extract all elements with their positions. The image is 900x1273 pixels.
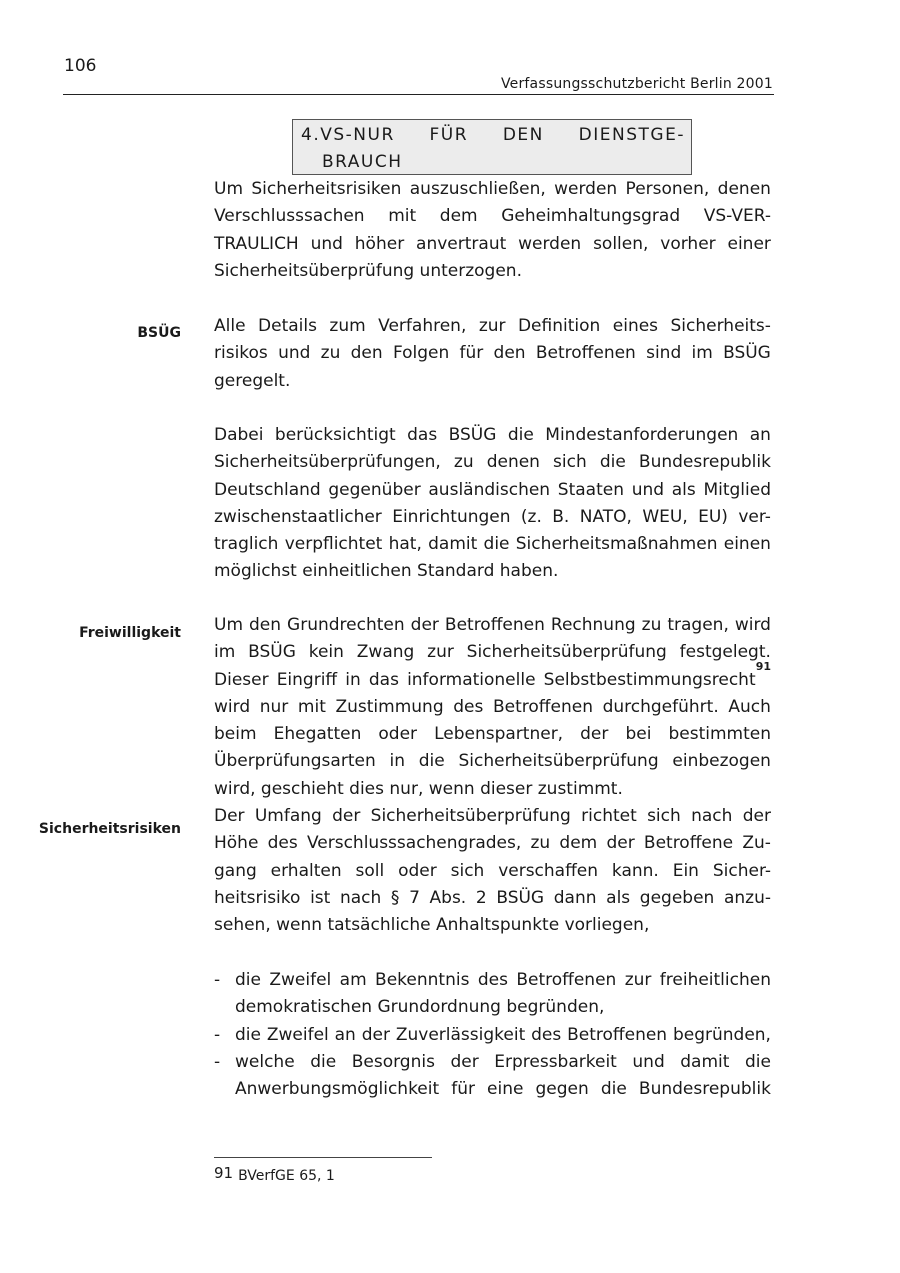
word: im: [214, 642, 236, 663]
paragraph-mindestanforderungen: [214, 422, 771, 586]
bullet-dash: -: [214, 1024, 221, 1045]
text-line: [214, 803, 771, 830]
text-line: [214, 313, 771, 340]
word: einen: [723, 534, 771, 555]
bullet-dash: -: [214, 1051, 221, 1072]
word: auszuschließen,: [409, 179, 546, 199]
word: zur: [624, 970, 652, 990]
word: heitsrisiko: [214, 887, 301, 908]
word: zu: [320, 343, 341, 364]
section-heading-line-1: [301, 122, 685, 149]
word: einer: [727, 233, 771, 254]
margin-label-sicherheitsrisiken: Sicherheitsrisiken: [38, 821, 181, 837]
word: EU): [698, 506, 728, 527]
word: einbezogen: [672, 751, 771, 772]
word: Betroffenen: [516, 970, 617, 990]
word: die: [744, 1051, 771, 1072]
text-line: [214, 694, 771, 721]
word: §: [390, 887, 400, 908]
word: eine: [487, 1079, 524, 1100]
word: Deutschland: [214, 479, 321, 500]
word: 2: [475, 887, 487, 908]
word: sich: [647, 806, 681, 826]
word: B.: [552, 506, 570, 527]
word: zwischenstaatlicher: [214, 506, 382, 527]
word: Zustimmung: [335, 696, 444, 717]
word: Bekenntnis: [375, 970, 470, 990]
text-line: [235, 967, 771, 994]
word: Der: [214, 806, 245, 826]
word: gegen: [535, 1079, 589, 1100]
word: Rechnung: [550, 615, 636, 635]
word: verpflichtet: [284, 534, 383, 555]
text-line: demokratischen Grundordnung begründen,: [235, 997, 605, 1018]
word: risikos: [214, 343, 268, 364]
word: Folgen: [392, 343, 450, 364]
word: traglich: [214, 534, 279, 555]
list-item: [214, 1049, 771, 1104]
word: und: [631, 479, 665, 500]
text-line-words: [214, 667, 756, 694]
word: zur: [478, 316, 506, 336]
word: Betroffenen: [535, 343, 636, 364]
word: Geheimhaltungsgrad: [501, 206, 681, 227]
word: Mitglied: [703, 479, 771, 500]
word: in: [345, 669, 361, 690]
word: der: [450, 1051, 479, 1072]
word: an: [334, 1024, 356, 1045]
word: nach: [691, 806, 733, 826]
word: Verschlusssachengrades,: [306, 833, 522, 854]
word: bestimmten: [668, 724, 771, 745]
word: sollen,: [593, 233, 649, 254]
word: zur: [427, 642, 454, 663]
section-number: 4.: [301, 125, 321, 145]
word: Definition: [517, 316, 601, 336]
word: begründen,: [672, 1024, 771, 1045]
word: des: [453, 696, 484, 717]
word: Umfang: [254, 806, 322, 826]
word: kein: [308, 642, 344, 663]
footnote-text: BVerfGE 65, 1: [238, 1168, 335, 1184]
word: Ein: [672, 860, 699, 881]
word: als: [671, 479, 696, 500]
margin-label-bsueg: BSÜG: [137, 325, 181, 341]
text-line: wird, geschieht dies nur, wenn dieser zustimmt.: [214, 778, 623, 799]
word: im: [691, 343, 713, 364]
text-line: [214, 477, 771, 504]
word: gegenüber: [328, 479, 421, 500]
text-line: möglichst einheitlichen Standard haben.: [214, 561, 559, 582]
header-rule: [63, 94, 774, 95]
word: kann.: [611, 860, 659, 881]
text-line: [214, 504, 771, 531]
text-line: [214, 885, 771, 912]
word: und: [632, 1051, 665, 1072]
word: welche: [235, 1051, 295, 1072]
text-line: [214, 203, 771, 230]
text-line: [214, 721, 771, 748]
word: festgelegt.: [679, 642, 771, 663]
word: der: [606, 833, 635, 854]
text-line: geregelt.: [214, 370, 291, 391]
word: Anwerbungsmöglichkeit: [235, 1079, 440, 1100]
text-line: [235, 1049, 771, 1076]
list-item: [214, 1022, 771, 1049]
section-title-word-1: VS-NUR: [320, 125, 395, 145]
section-title-word-3: DEN: [502, 125, 544, 145]
word: die: [483, 534, 510, 555]
footnote-number: 91: [214, 1164, 234, 1182]
word: als: [606, 887, 631, 908]
word: Betroffenen: [567, 1024, 668, 1045]
word: Auch: [728, 696, 771, 717]
word: 7: [409, 887, 420, 908]
text-line: [235, 1076, 771, 1103]
word: TRAULICH: [214, 233, 299, 254]
word: Lebenspartner,: [434, 724, 564, 745]
word: BSÜG: [496, 887, 545, 908]
section-heading-line-2: BRAUCH: [322, 152, 403, 172]
word: Zuverlässigkeit: [395, 1024, 526, 1045]
word: oder: [398, 860, 437, 881]
word: WEU,: [642, 506, 688, 527]
word: den: [493, 343, 526, 364]
page-number: 106: [64, 56, 97, 76]
word: zum: [329, 316, 366, 336]
word: die: [600, 1079, 627, 1100]
word: und: [278, 343, 311, 364]
word: des: [477, 970, 508, 990]
text-line: [214, 858, 771, 885]
word: anvertraut: [416, 233, 507, 254]
text-line: [214, 639, 771, 666]
word: Abs.: [429, 887, 467, 908]
word: VS-VER-: [703, 206, 771, 227]
word: Sicher-: [712, 860, 771, 881]
word: der: [742, 806, 771, 826]
word: BSÜG: [723, 343, 771, 364]
margin-label-freiwilligkeit: Freiwilligkeit: [79, 625, 181, 641]
word: den: [350, 343, 383, 364]
word: Zu-: [742, 833, 771, 854]
footnote-reference: 91: [755, 659, 771, 673]
word: die: [235, 970, 261, 990]
word: den: [249, 615, 282, 635]
word: des: [267, 833, 298, 854]
section-title-word-2: FÜR: [429, 125, 469, 145]
word: damit: [680, 1051, 730, 1072]
word: am: [339, 970, 367, 990]
text-line: [214, 612, 771, 639]
word: anzu-: [723, 887, 771, 908]
section-title-word-4: DIENSTGE-: [578, 125, 685, 145]
word: Alle: [214, 316, 246, 336]
word: NATO,: [579, 506, 632, 527]
word: Einrichtungen: [392, 506, 511, 527]
word: verschaffen: [498, 860, 599, 881]
word: eines: [612, 316, 659, 336]
word: wird: [214, 696, 251, 717]
word: für: [451, 1079, 475, 1100]
word: tragen,: [667, 615, 729, 635]
word: ist: [310, 887, 331, 908]
word: die: [235, 1024, 261, 1045]
text-line: sehen, wenn tatsächliche Anhaltspunkte vorliegen,: [214, 915, 650, 936]
word: des: [531, 1024, 562, 1045]
word: in: [389, 751, 405, 772]
text-line: [214, 176, 771, 203]
text-line: [235, 1022, 771, 1049]
word: Um: [214, 179, 244, 199]
word: wird: [734, 615, 771, 635]
word: denen: [717, 179, 771, 199]
word: Sicherheitsüberprüfung: [370, 806, 571, 826]
word: Zweifel: [266, 1024, 329, 1045]
word: hat,: [388, 534, 422, 555]
word: informationelle: [407, 669, 536, 690]
word: richtet: [581, 806, 637, 826]
word: Zwang: [356, 642, 415, 663]
word: BSÜG: [248, 642, 296, 663]
word: für: [459, 343, 484, 364]
word: Dabei: [214, 425, 264, 445]
word: zu: [530, 833, 551, 854]
word: zu: [641, 615, 662, 635]
word: die: [507, 425, 534, 445]
word: Um: [214, 615, 244, 635]
word: gang: [214, 860, 257, 881]
word: erhalten: [270, 860, 342, 881]
word: der: [332, 806, 361, 826]
text-line: Sicherheitsüberprüfung unterzogen.: [214, 260, 522, 281]
word: denen: [486, 452, 540, 473]
word: dann: [553, 887, 597, 908]
word: Staaten: [557, 479, 624, 500]
word: Details: [258, 316, 317, 336]
word: oder: [378, 724, 418, 745]
word: soll: [355, 860, 385, 881]
footnote: [214, 1164, 335, 1184]
word: die: [599, 452, 626, 473]
word: Sicherheitsüberprüfung: [458, 751, 659, 772]
word: Selbstbestimmungsrecht: [543, 669, 756, 690]
bullet-list: [214, 967, 771, 1103]
word: nur: [259, 696, 289, 717]
running-header-title: Verfassungsschutzbericht Berlin 2001: [500, 76, 773, 92]
word: Erpressbarkeit: [494, 1051, 617, 1072]
text-line: [214, 748, 771, 775]
text-line: [214, 830, 771, 857]
word: Sicherheitsüberprüfung: [466, 642, 667, 663]
word: zu: [453, 452, 474, 473]
word: der: [361, 1024, 390, 1045]
word: Sicherheits-: [670, 316, 771, 336]
section-heading-box: [292, 119, 692, 175]
word: ver-: [738, 506, 771, 527]
word: Verschlusssachen: [214, 206, 365, 227]
word: Grundrechten: [287, 615, 405, 635]
word: der: [410, 615, 439, 635]
text-line: [214, 231, 771, 258]
word: freiheitlichen: [659, 970, 771, 990]
paragraph-intro: [214, 176, 771, 285]
word: mit: [388, 206, 417, 227]
word: mit: [297, 696, 326, 717]
word: die: [310, 1051, 337, 1072]
text-line: [214, 422, 771, 449]
word: höher: [354, 233, 405, 254]
word: und: [310, 233, 343, 254]
word: vorher: [660, 233, 716, 254]
paragraph-freiwilligkeit: [214, 612, 771, 803]
word: Verfahren,: [378, 316, 467, 336]
word: Eingriff: [276, 669, 338, 690]
word: ausländischen: [428, 479, 551, 500]
word: Sicherheitsüberprüfungen,: [214, 452, 441, 473]
text-line: [214, 659, 771, 694]
word: Mindestanforderungen: [545, 425, 739, 445]
word: Bundesrepublik: [638, 1079, 771, 1100]
word: damit: [428, 534, 478, 555]
word: Zweifel: [269, 970, 332, 990]
word: Sicherheitsmaßnahmen: [515, 534, 718, 555]
word: Betroffenen: [492, 696, 593, 717]
word: Sicherheitsrisiken: [251, 179, 402, 199]
word: Betroffene: [643, 833, 734, 854]
word: das: [368, 669, 399, 690]
word: werden: [554, 179, 618, 199]
word: sich: [450, 860, 485, 881]
section-title-word: [301, 122, 395, 149]
word: werden: [518, 233, 582, 254]
word: Überprüfungsarten: [214, 751, 376, 772]
word: der: [580, 724, 609, 745]
word: Dieser: [214, 669, 269, 690]
word: bei: [625, 724, 652, 745]
word: (z.: [520, 506, 542, 527]
word: Personen,: [625, 179, 710, 199]
text-line: [214, 449, 771, 476]
word: Ehegatten: [273, 724, 362, 745]
word: Betroffenen: [444, 615, 545, 635]
word: berücksichtigt: [274, 425, 396, 445]
word: das: [407, 425, 438, 445]
word: Besorgnis: [351, 1051, 435, 1072]
word: durchgeführt.: [602, 696, 719, 717]
word: Bundesrepublik: [638, 452, 771, 473]
paragraph-bsueg: [214, 313, 771, 395]
list-item: [214, 967, 771, 1022]
text-line: [214, 340, 771, 367]
paragraph-sicherheitsrisiken: [214, 803, 771, 939]
word: sind: [646, 343, 682, 364]
word: nach: [339, 887, 382, 908]
word: dem: [559, 833, 598, 854]
word: sich: [553, 452, 587, 473]
word: die: [418, 751, 445, 772]
word: dem: [439, 206, 478, 227]
word: beim: [214, 724, 257, 745]
text-line: [214, 531, 771, 558]
footnote-rule: [214, 1157, 432, 1158]
word: an: [749, 425, 771, 445]
word: gegeben: [639, 887, 715, 908]
bullet-dash: -: [214, 970, 221, 990]
word: BSÜG: [448, 425, 497, 445]
word: Höhe: [214, 833, 259, 854]
